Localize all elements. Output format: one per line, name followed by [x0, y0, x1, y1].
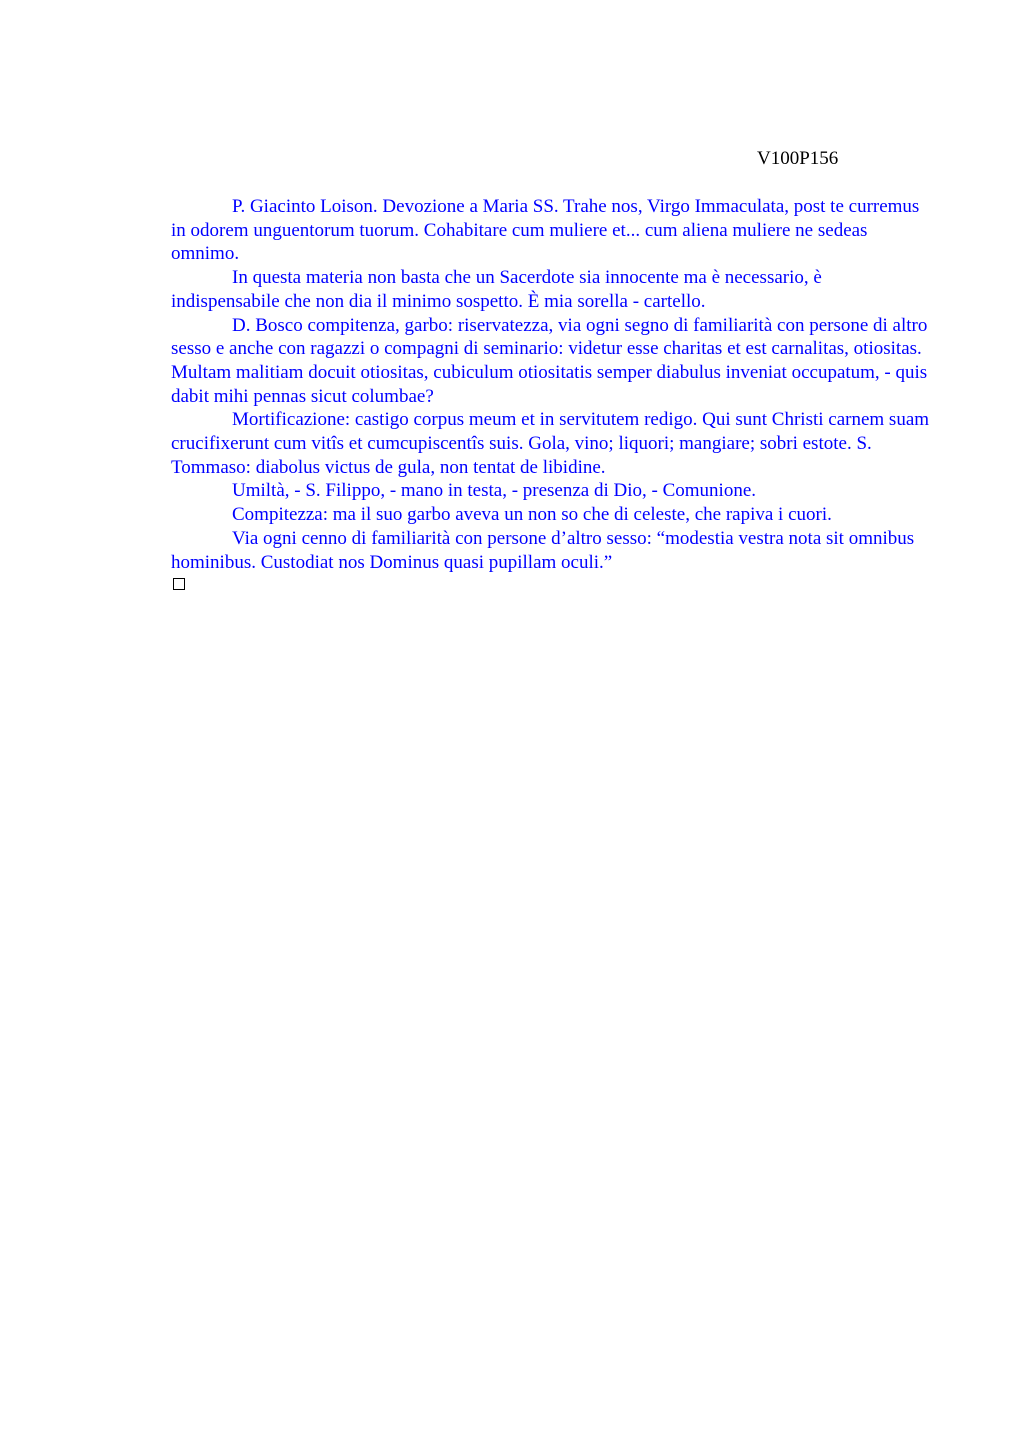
paragraph-modestia: Via ogni cenno di familiarità con persone d’altro sesso: “modestia vestra nota sit omnibus hominibus. Custodiat nos Dominus quasi pupillam oculi.”	[171, 527, 915, 573]
page-reference: V100P156	[757, 148, 839, 169]
document-body	[171, 195, 933, 574]
paragraph-mortificazione: Mortificazione: castigo corpus meum et in servitutem redigo. Qui sunt Christi carnem suam crucifixerunt cum vitîs et cumcupiscentîs suis. Gola, vino; liquori; mangiare; sobri estote. S. Tommaso: diabolus victus de gula, non tentat de libidine.	[171, 409, 930, 478]
paragraph-compitezza: Compitezza: ma il suo garbo aveva un non so che di celeste, che rapiva i cuori.	[232, 504, 832, 526]
paragraph-loison: P. Giacinto Loison. Devozione a Maria SS. Trahe nos, Virgo Immaculata, post te curremus in odorem unguentorum tuorum. Cohabitare cum muliere et... cum aliena muliere ne sedeas omnimo.	[171, 196, 920, 265]
empty-square-icon	[173, 578, 185, 590]
paragraph-umilta: Umiltà, - S. Filippo, - mano in testa, - presenza di Dio, - Comunione.	[232, 480, 757, 502]
paragraph-don-bosco: D. Bosco compitenza, garbo: riservatezza, via ogni segno di familiarità con persone di altro sesso e anche con ragazzi o compagni di seminario: videtur esse charitas et est carnalitas, otiositas. Multam malitiam docuit otiositas, cubiculum otiositatis semper diabulus inveniat occupatum, - quis dabit mihi pennas sicut columbae?	[171, 314, 928, 407]
paragraph-sacerdote: In questa materia non basta che un Sacerdote sia innocente ma è necessario, è indispensabile che non dia il minimo sospetto. È mia sorella - cartello.	[171, 267, 822, 312]
